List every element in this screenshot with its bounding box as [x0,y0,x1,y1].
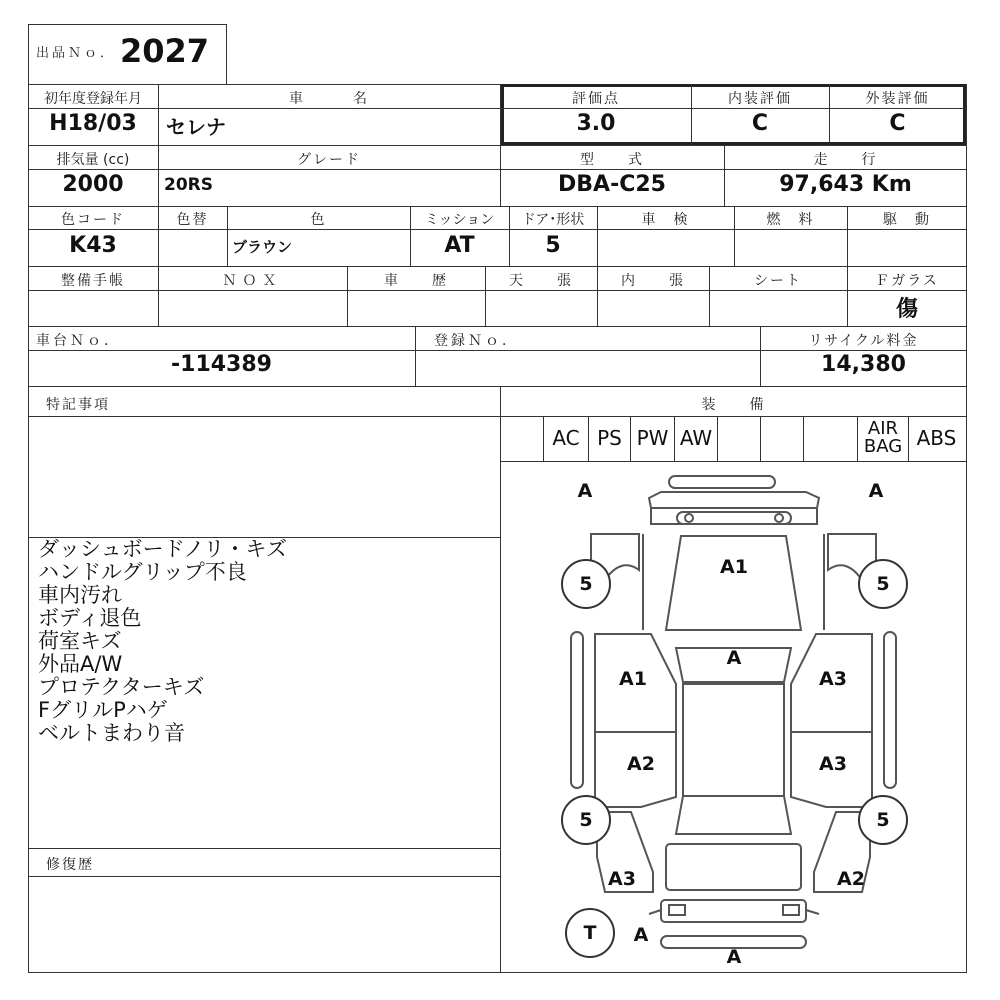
recycle-label: リサイクル料金 [808,333,919,349]
score-label: 評価点 [572,91,620,107]
first-reg-label: 初年度登録年月 [44,91,142,107]
interior-label: 内装評価 [728,91,792,107]
notes-list [38,538,287,745]
notes-label: 特記事項 [46,397,110,413]
color-code-label: 色コード [61,212,125,228]
lot-number-label: 出品Ｎｏ． [36,46,117,61]
note-line: ダッシュボードノリ・キズ [38,537,288,561]
tire-rear-right: 5 [858,795,908,845]
mission-label: ミッション [424,212,495,228]
chassis-value: -114389 [171,352,272,377]
displacement-value: 2000 [62,172,124,197]
car-name-label: 車 名 [289,91,369,107]
grade-value: 20RS [164,175,213,195]
color-value: ブラウン [232,238,293,256]
glass-value: 傷 [895,297,918,322]
model-label: 型 式 [580,152,644,168]
drive-label: 駆 動 [883,212,931,228]
nox-label: ＮＯＸ [222,273,283,289]
note-line: 車内汚れ [38,583,122,607]
mark-roof: A [726,647,742,669]
equipment-pw: PW [636,426,669,450]
mark-left-front-door: A1 [619,668,647,690]
note-line: 荷室キズ [38,629,122,653]
equipment-ac: AC [552,426,580,450]
mark-left-rear-door: A2 [627,753,655,775]
repair-history-label: 修復歴 [46,857,94,873]
inspection-label: 車 検 [641,212,690,228]
note-line: FグリルPハゲ [38,698,168,722]
equipment-label: 装 備 [701,397,766,413]
equipment-abs: ABS [916,426,957,450]
tire-front-right: 5 [858,559,908,609]
note-line: ベルトまわり音 [38,721,185,745]
car-diagram [501,462,966,972]
mark-right-front-door: A3 [819,668,847,690]
recycle-value: 14,380 [821,352,906,377]
color-change-label: 色替 [176,212,209,228]
mark-rear-bumper: A [633,924,649,946]
seat-label: シート [754,273,802,289]
grade-label: グレード [297,152,361,168]
score-value: 3.0 [576,111,616,136]
mark-front-left: A [577,480,593,502]
car-name-value: セレナ [166,115,226,139]
mileage-label: 走 行 [813,152,878,168]
registration-label: 登録Ｎｏ． [434,333,519,349]
first-reg-value: H18/03 [49,111,137,136]
note-line: 外品A/W [38,652,123,676]
exterior-value: C [889,111,906,136]
exterior-label: 外装評価 [865,91,930,107]
equipment-aw: AW [679,426,713,450]
mark-rear-left: A3 [608,868,636,890]
interior-value: C [751,111,769,136]
note-line: ハンドルグリップ不良 [38,560,247,584]
tire-front-left: 5 [561,559,611,609]
mileage-value: 97,643 Km [779,172,912,197]
mark-rear-right: A2 [837,868,865,890]
mission-value: AT [444,233,475,258]
equipment-airbag: AIR BAG [863,418,903,457]
mark-right-rear-door: A3 [819,753,847,775]
service-book-label: 整備手帳 [61,273,125,289]
glass-label: Ｆガラス [875,273,939,289]
displacement-label: 排気量 (cc) [56,152,130,168]
note-line: ボディ退色 [38,606,142,630]
mark-rear-bumper-bottom: A [726,946,742,968]
mark-windshield: A1 [720,556,748,578]
spare-tire: T [565,908,615,958]
roof-label: 天 張 [509,273,573,289]
door-value: 5 [545,233,561,258]
equipment-ps: PS [597,426,622,450]
model-value: DBA-C25 [558,172,666,197]
mark-front-right: A [868,480,884,502]
fuel-label: 燃 料 [766,212,815,228]
door-label: ドア･形状 [521,212,585,228]
chassis-label: 車台Ｎｏ． [36,333,121,349]
color-label: 色 [310,212,327,228]
note-line: プロテクターキズ [38,675,205,699]
tire-rear-left: 5 [561,795,611,845]
interior-trim-label: 内 張 [621,273,685,289]
history-label: 車 歴 [384,273,448,289]
color-code-value: K43 [69,233,117,258]
lot-number-value: 2027 [120,32,210,70]
